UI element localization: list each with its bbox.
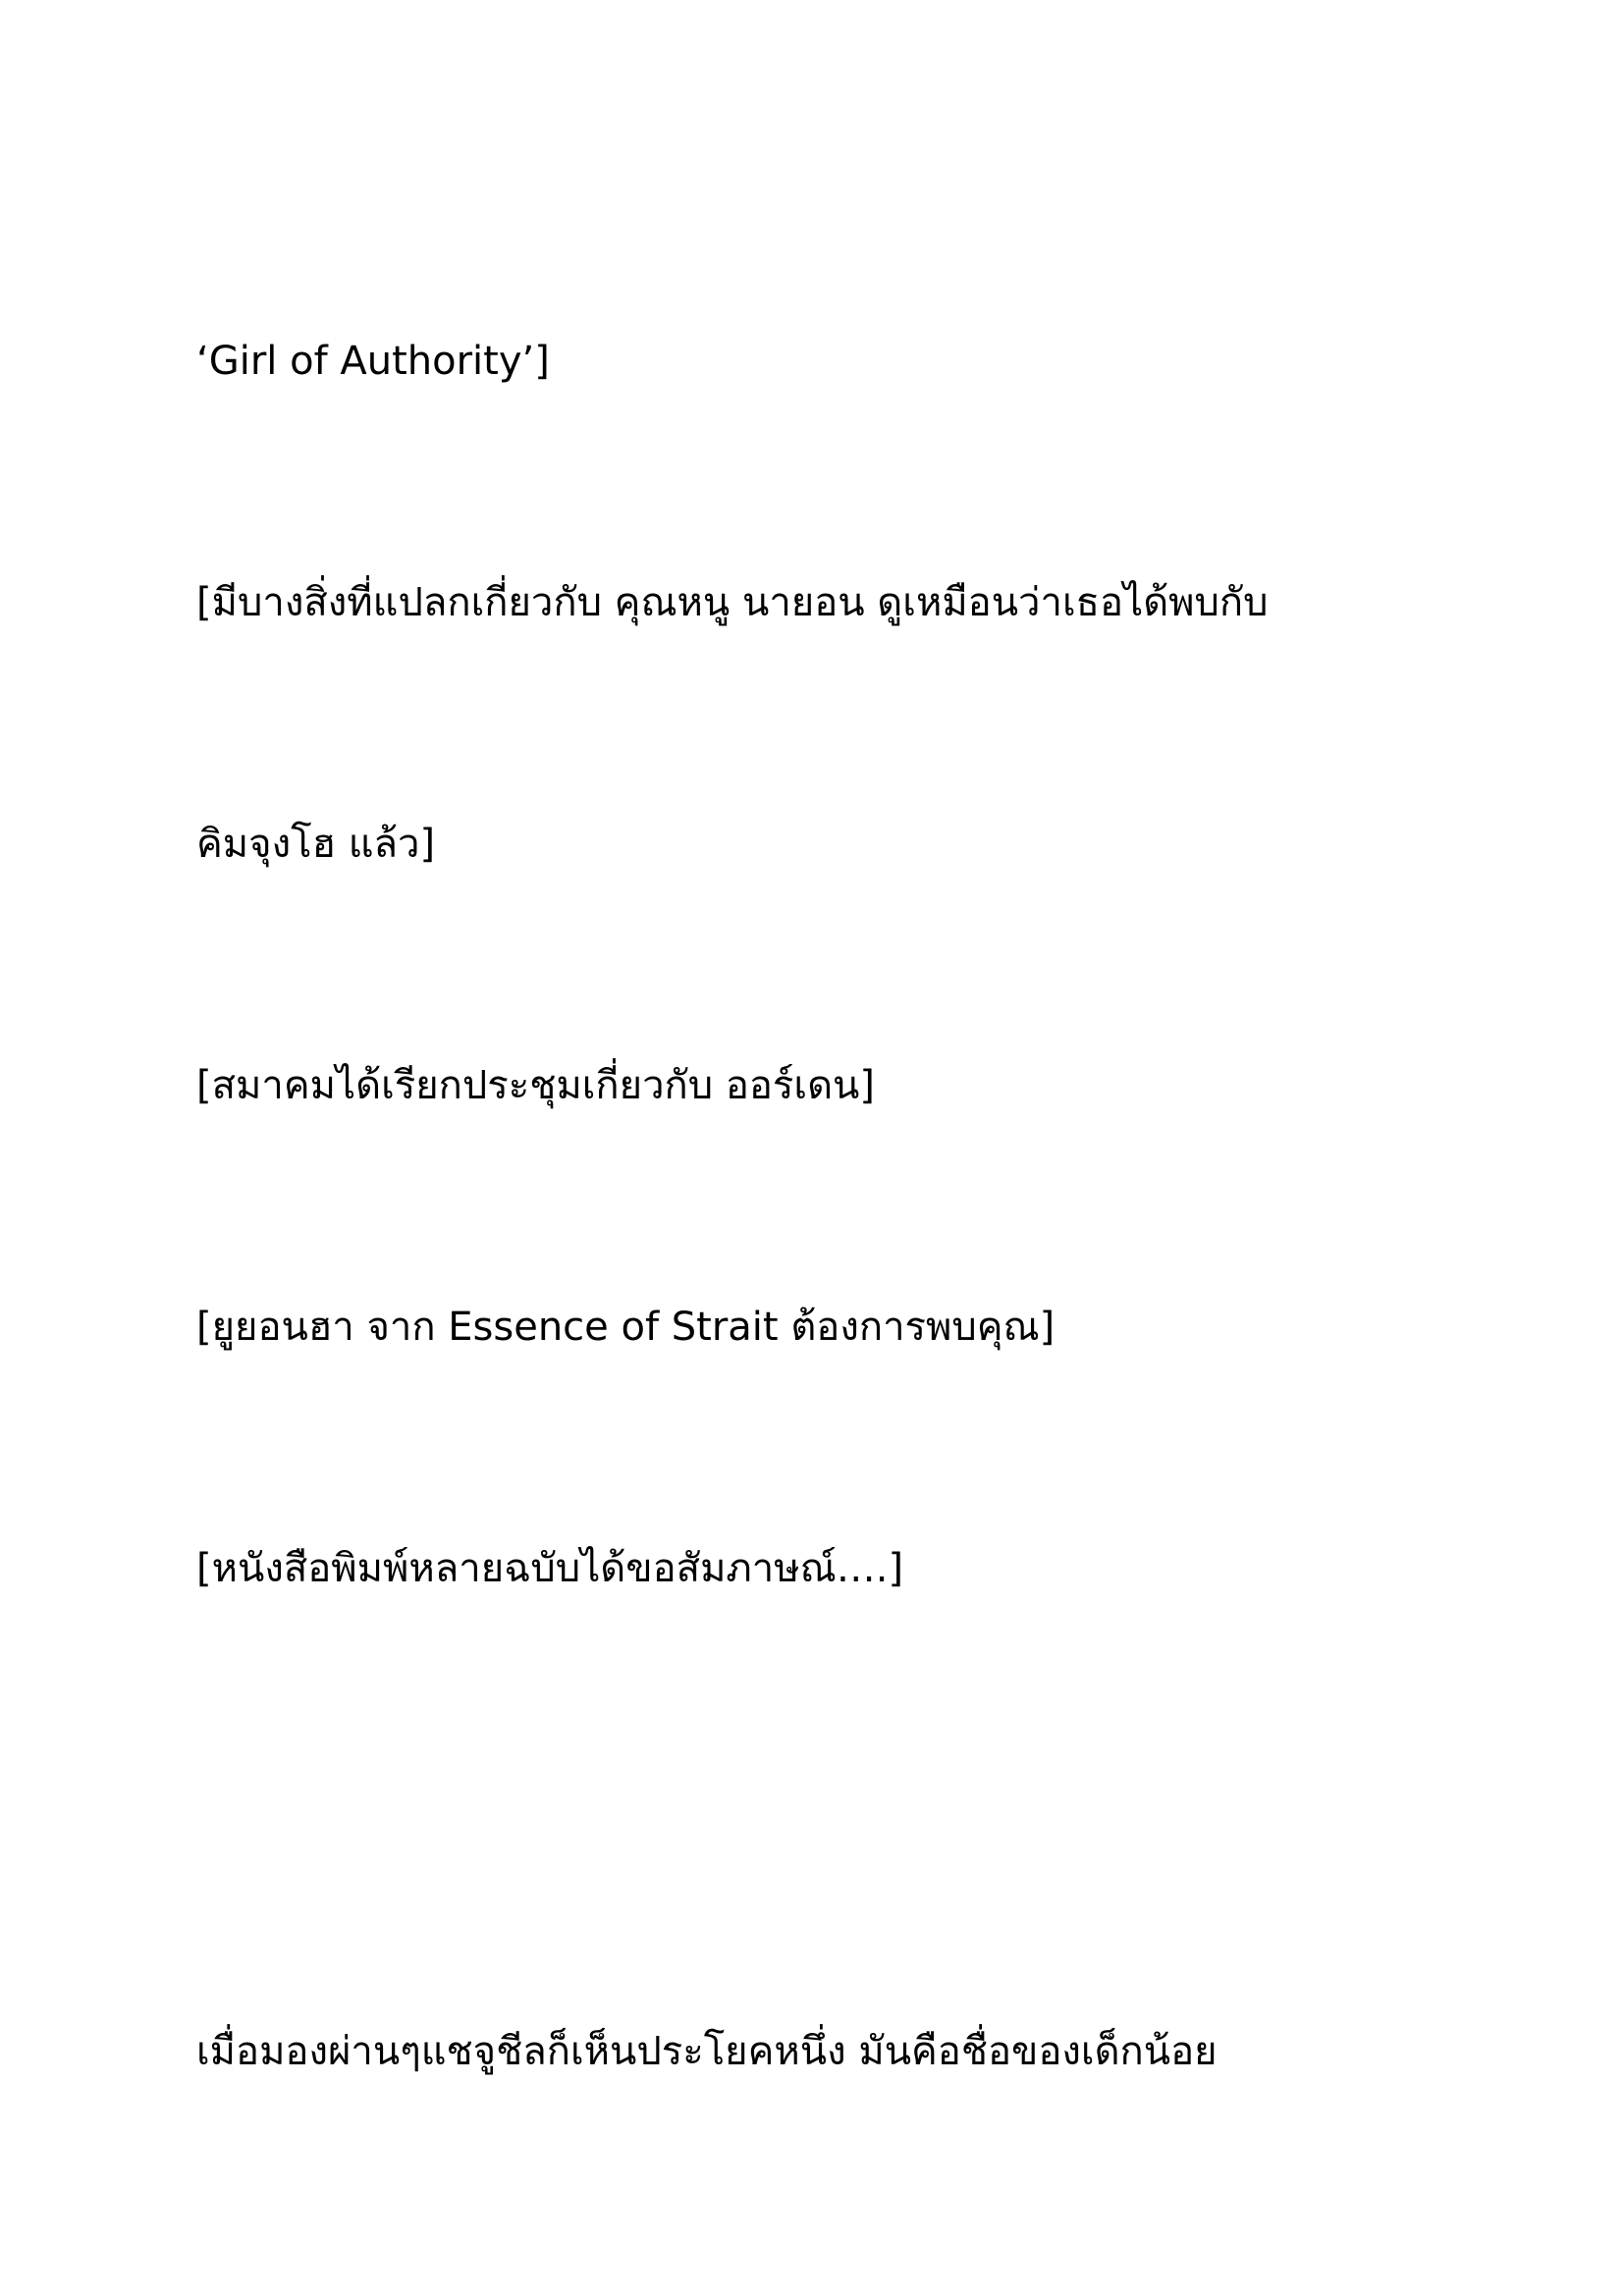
text-line-strange-thing: [มีบางสิ่งที่แปลกเกี่ยวกับ คุณหนู นายอน ดูเหมือนว่าเธอได้พบกับ xyxy=(196,580,1269,625)
text-line-narration: เมื่อมองผ่านๆแชจูชีลก็เห็นประโยคหนึ่ง มันคือชื่อของเด็กน้อย xyxy=(196,2029,1218,2074)
text-line-association-meeting: [สมาคมได้เรียกประชุมเกี่ยวกับ ออร์เดน] xyxy=(196,1063,875,1108)
text-line-newspapers: [หนังสือพิมพ์หลายฉบับได้ขอสัมภาษณ์….] xyxy=(196,1546,904,1591)
text-line-yu-yeonha: [ยูยอนฮา จาก Essence of Strait ต้องการพบคุณ] xyxy=(196,1305,1056,1350)
text-line-kim-jungho: คิมจุงโฮ แล้ว] xyxy=(196,822,436,867)
text-line-girl-of-authority: ‘Girl of Authority’] xyxy=(196,339,550,384)
